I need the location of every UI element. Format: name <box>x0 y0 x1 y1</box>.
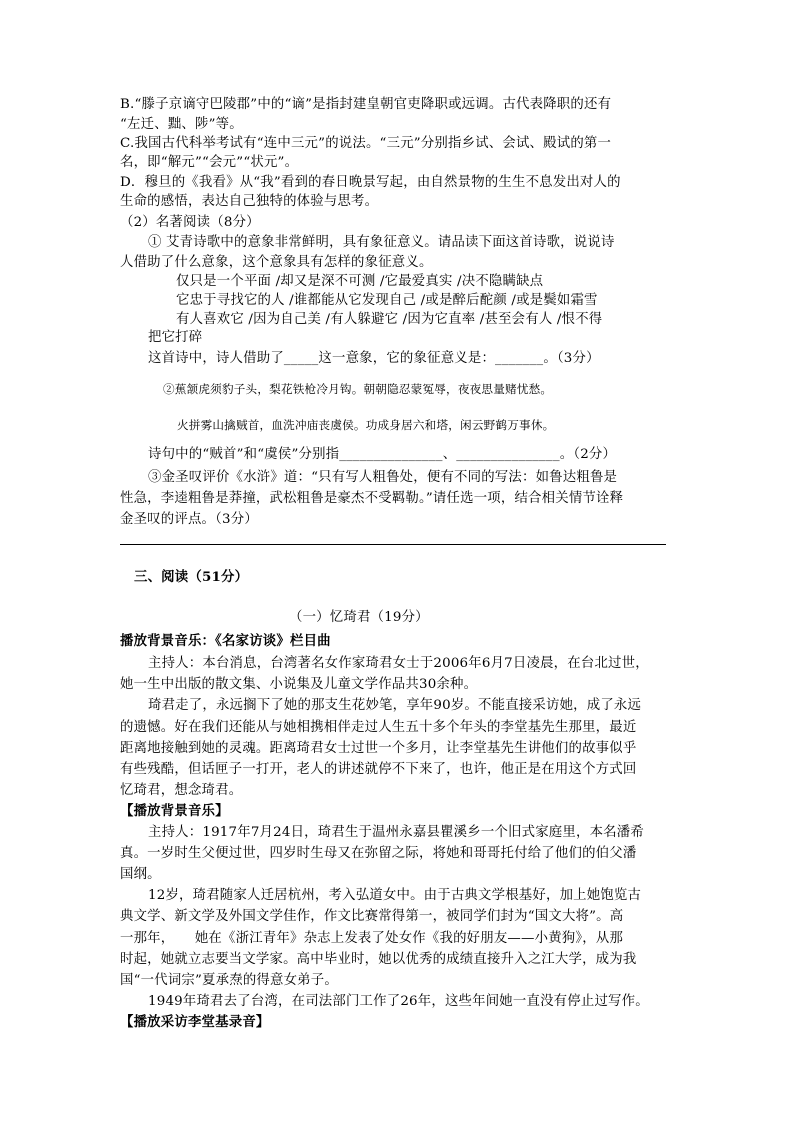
question-1-prompt: 这首诗中，诗人借助了_____这一意象，它的象征意义是：_______。（3分） <box>148 351 600 366</box>
passage-title: （一）忆琦君（19分） <box>289 610 429 625</box>
verse-line1: ②蕉颔虎须豹子头，梨花铁枪冷月钩。朝朝隐忍蒙冤辱，夜夜思量赌忧愁。 <box>163 382 553 396</box>
stage-direction: 【播放背景音乐】 <box>120 803 229 819</box>
passage-line: 一那年， 她在《浙江青年》杂志上发表了处女作《我的好朋友——小黄狗》，从那 <box>120 931 624 946</box>
passage-line: 她一生中出版的散文集、小说集及儿童文学作品共30余种。 <box>120 677 478 692</box>
option-b-line2: “左迁、黜、陟”等。 <box>120 117 243 132</box>
passage-line: 典文学、新文学及外国文学佳作，作文比赛常得第一，被同学们封为“国文大将”。高 <box>120 909 624 924</box>
poem-line2: 它忠于寻找它的人 /谁都能从它发现自己 /或是醉后酡颜 /或是鬓如霜雪 <box>176 293 598 308</box>
option-d-line1: D．穆旦的《我看》从“我”看到的春日晚景写起，由自然景物的生生不息发出对人的 <box>120 175 621 190</box>
passage-line: 主持人：本台消息，台湾著名女作家琦君女士于2006年6月7日凌晨，在台北过世， <box>148 656 649 671</box>
section-heading-mingzhu: （2）名著阅读（8分） <box>120 215 260 230</box>
section-divider <box>120 544 666 545</box>
option-d-line2: 生命的感悟，表达自己独特的体验与思考。 <box>120 194 379 209</box>
question-3-line1: ③金圣叹评价《水浒》道：“只有写人粗鲁处，便有不同的写法：如鲁达粗鲁是 <box>148 470 618 485</box>
passage-line: 主持人：1917年7月24日，琦君生于温州永嘉县瞿溪乡一个旧式家庭里，本名潘希 <box>148 825 644 840</box>
question-3-line2: 性急，李逵粗鲁是莽撞，武松粗鲁是豪杰不受羁勒。”请任选一项，结合相关情节诠释 <box>120 491 624 506</box>
passage-line: 琦君走了，永远搁下了她的那支生花妙笔，享年90岁。不能直接采访她，成了永远 <box>148 698 642 713</box>
passage-line: 1949年琦君去了台湾，在司法部门工作了26年，这些年间她一直没有停止过写作。 <box>148 994 649 1009</box>
passage-line: 真。一岁时生父便过世，四岁时生母又在弥留之际，将她和哥哥托付给了他们的伯父潘 <box>120 846 637 861</box>
passage-line: 国“一代词宗”夏承焘的得意女弟子。 <box>120 973 338 988</box>
poem-line3: 有人喜欢它 /因为自己美 /有人躲避它 /因为它直率 /甚至会有人 /恨不得 <box>176 312 603 327</box>
passage-line: 国纲。 <box>120 867 161 882</box>
passage-line: 时起，她就立志要当文学家。高中毕业时，她以优秀的成绩直接升入之江大学，成为我 <box>120 952 637 967</box>
verse-line2: 火拼雾山擒贼首，血洗冲庙丧虞侯。功成身居六和塔，闲云野鹤万事休。 <box>177 418 555 432</box>
question-2-prompt: 诗句中的“贼首”和“虞侯”分别指_______________、_______________。（2分） <box>148 447 617 462</box>
question-1-line2: 人借助了什么意象，这个意象具有怎样的象征意义。 <box>120 255 433 270</box>
stage-direction: 【播放采访李堂基录音】 <box>120 1014 270 1030</box>
option-c-line1: C.我国古代科举考试有“连中三元”的说法。“三元”分别指乡试、会试、殿试的第一 <box>120 136 612 151</box>
question-1-line1: ① 艾青诗歌中的意象非常鲜明，具有象征意义。请品读下面这首诗歌，说说诗 <box>148 235 615 250</box>
question-3-line3: 金圣叹的评点。（3分） <box>120 512 258 527</box>
passage-line: 的遗憾。好在我们还能从与她相携相伴走过人生五十多个年头的李堂基先生那里，最近 <box>120 720 637 735</box>
passage-line: 有些残酷，但话匣子一打开，老人的讲述就停不下来了，也许，他正是在用这个方式回 <box>120 762 637 777</box>
passage-line: 12岁，琦君随家人迁居杭州，考入弘道女中。由于古典文学根基好，加上她饱览古 <box>148 888 642 903</box>
passage-line: 忆琦君，想念琦君。 <box>120 783 243 798</box>
poem-line1: 仅只是一个平面 /却又是深不可测 /它最爱真实 /决不隐瞒缺点 <box>176 274 544 289</box>
option-b-line1: B.“滕子京谪守巴陵郡”中的“谪”是指封建皇朝官吏降职或远调。古代表降职的还有 <box>120 97 612 112</box>
section-heading-reading: 三、阅读（51分） <box>134 569 249 585</box>
option-c-line2: 名，即“解元”“会元”“状元”。 <box>120 155 299 170</box>
background-music-label: 播放背景音乐：《名家访谈》栏目曲 <box>120 633 331 649</box>
poem-line4: 把它打碎 <box>148 330 203 345</box>
passage-line: 距离地接触到她的灵魂。距离琦君女士过世一个多月，让李堂基先生讲他们的故事似乎 <box>120 741 637 756</box>
